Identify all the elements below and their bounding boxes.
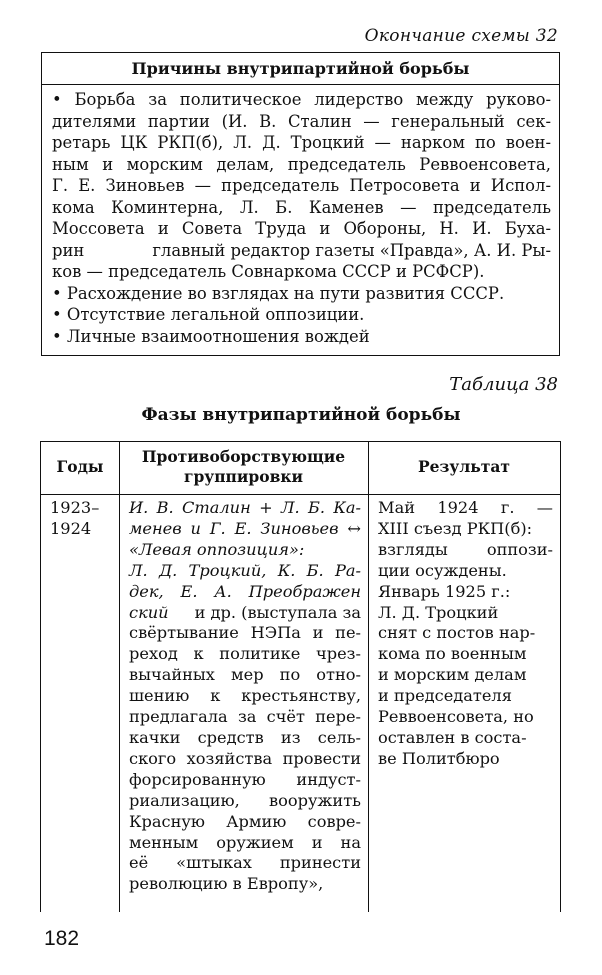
groups-line: шению к крестьянству, xyxy=(129,686,361,706)
causes-text-line: кома Коминтерна, Л. Б. Каменев — председатель xyxy=(52,197,551,217)
header-groups-line: Противоборствующие xyxy=(141,447,346,466)
causes-bullet: • Отсутствие легальной оппозиции. xyxy=(52,305,365,324)
groups-fragment: ский xyxy=(129,602,169,622)
result-line: ции осуждены. xyxy=(378,560,507,580)
row-years xyxy=(50,498,114,540)
result-line: ве Политбюро xyxy=(378,748,500,768)
result-line: оставлен в соста- xyxy=(378,727,527,747)
causes-text-line: Моссовета и Совета Труда и Обороны, Н. И. Буха- xyxy=(52,219,551,238)
header-divider xyxy=(41,494,560,495)
groups-fragment: и др. (выступала за xyxy=(194,602,361,622)
causes-text-line: ков — председатель Совнаркома СССР и РСФСР). xyxy=(52,262,485,281)
result-line: Май 1924 г. — xyxy=(378,498,553,517)
result-line: взгляды оппози- xyxy=(378,539,553,559)
row-result xyxy=(378,498,553,770)
causes-text-fragment: главный редактор газеты «Правда», А. И. Ры- xyxy=(152,240,551,260)
groups-line: менным оружием и на xyxy=(129,832,361,852)
groups-line: свёртывание НЭПа и пе- xyxy=(129,623,361,643)
causes-box xyxy=(41,52,560,356)
causes-bullet: • Личные взаимоотношения вождей xyxy=(52,326,370,346)
header-years: Годы xyxy=(56,457,104,476)
groups-line: предлагала за счёт пере- xyxy=(129,707,361,727)
header-groups xyxy=(119,447,368,487)
causes-text-line xyxy=(52,240,551,262)
groups-line: Красную Армию совре- xyxy=(129,811,361,831)
causes-text-line: ным и морским делам, председатель Реввоенсовета, xyxy=(52,154,551,174)
phases-table xyxy=(40,441,561,912)
causes-text-fragment: рин xyxy=(52,240,85,260)
result-line: снят с постов нар- xyxy=(378,623,536,643)
header-result: Результат xyxy=(417,457,511,476)
scheme-continuation-label: Окончание схемы 32 xyxy=(364,26,558,46)
result-line: XIII съезд РКП(б): xyxy=(378,518,533,538)
groups-line: Л. Д. Троцкий, К. Б. Ра- xyxy=(129,560,361,580)
groups-line: И. В. Сталин + Л. Б. Ка- xyxy=(129,498,361,517)
column-divider xyxy=(368,442,369,912)
column-divider xyxy=(119,442,120,912)
causes-box-body xyxy=(42,85,559,347)
groups-line: реход к политике чрез- xyxy=(129,644,361,664)
table-label: Таблица 38 xyxy=(449,374,558,395)
header-groups-line: группировки xyxy=(183,467,304,486)
causes-text-line: ретарь ЦК РКП(б), Л. Д. Троцкий — нарком по воен- xyxy=(52,133,551,152)
table-title: Фазы внутрипартийной борьбы xyxy=(141,405,461,425)
page-number: 182 xyxy=(44,927,80,950)
groups-line: вычайных мер по отно- xyxy=(129,665,361,685)
causes-text-line: • Борьба за политическое лидерство между руково- xyxy=(52,90,551,109)
causes-box-title: Причины внутрипартийной борьбы xyxy=(42,53,559,85)
groups-line: её «штыках принести xyxy=(129,853,361,873)
result-line: и председателя xyxy=(378,686,512,706)
causes-text-line: Г. Е. Зиновьев — председатель Петросовета и Испол- xyxy=(52,176,551,195)
groups-line: форсированную индуст- xyxy=(129,769,361,789)
result-line: кома по военным xyxy=(378,644,527,664)
years-line: 1923– xyxy=(50,498,100,517)
groups-line: качки средств из сель- xyxy=(129,727,361,747)
groups-line: менев и Г. Е. Зиновьев ↔ xyxy=(129,518,361,538)
years-line: 1924 xyxy=(50,518,92,538)
result-line: и морским делам xyxy=(378,665,527,685)
groups-line: дек, Е. А. Преображен xyxy=(129,581,361,601)
causes-text-line: дителями партии (И. В. Сталин — генеральный сек- xyxy=(52,111,551,131)
groups-line: «Левая оппозиция»: xyxy=(129,539,305,559)
groups-line xyxy=(129,603,361,624)
result-line: Реввоенсовета, но xyxy=(378,707,534,727)
result-line: Л. Д. Троцкий xyxy=(378,602,499,622)
groups-line: революцию в Европу», xyxy=(129,874,324,894)
result-line: Январь 1925 г.: xyxy=(378,581,511,601)
row-groups xyxy=(129,498,361,895)
groups-line: ского хозяйства провести xyxy=(129,748,361,768)
causes-bullet: • Расхождение во взглядах на пути развития СССР. xyxy=(52,283,505,303)
groups-line: риализацию, вооружить xyxy=(129,790,361,810)
